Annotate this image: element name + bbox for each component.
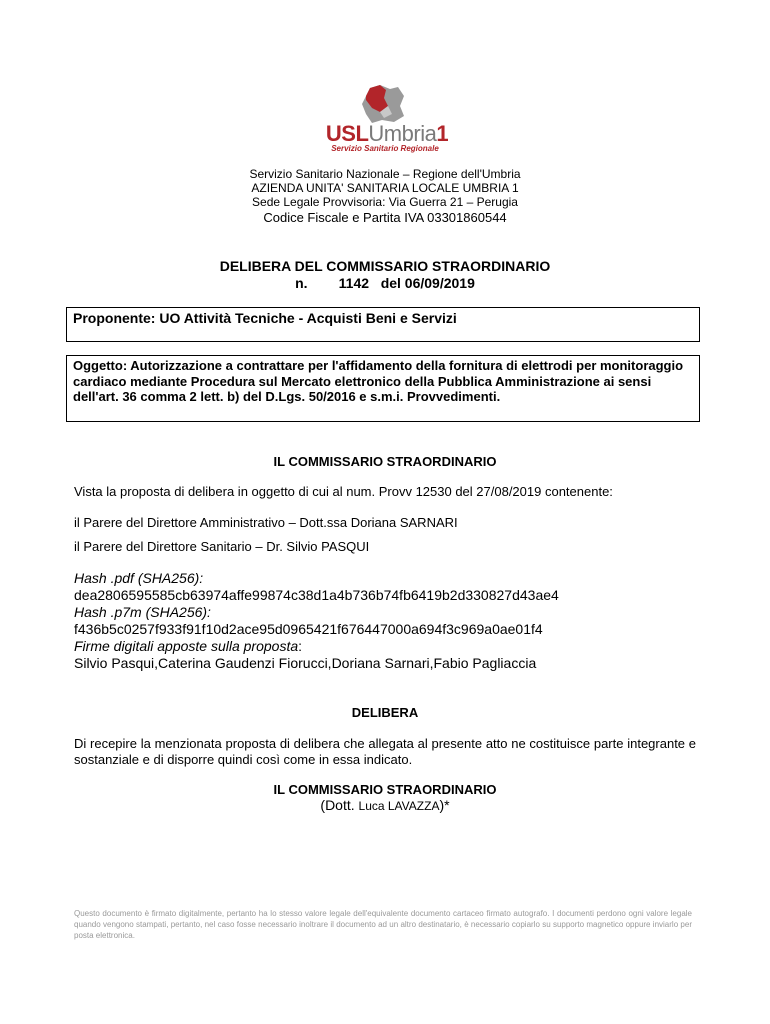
logo-one: 1 [436, 121, 449, 146]
header-line-3: Sede Legale Provvisoria: Via Guerra 21 – Perugia [252, 195, 518, 209]
hash-p7m-value: f436b5c0257f933f91f10d2ace95d0965421f676447000a694f3c969a0ae01f4 [74, 621, 543, 637]
parere-sanitario: il Parere del Direttore Sanitario – Dr. Silvio PASQUI [74, 539, 370, 554]
header-line-2: AZIENDA UNITA' SANITARIA LOCALE UMBRIA 1 [251, 181, 519, 195]
signature-name: Luca LAVAZZA [358, 799, 440, 813]
hash-pdf-label: Hash .pdf (SHA256): [74, 570, 204, 586]
parere-amministrativo: il Parere del Direttore Amministrativo – Dott.ssa Doriana SARNARI [74, 515, 458, 530]
signature-title: IL COMMISSARIO STRAORDINARIO [273, 782, 497, 797]
section-heading-commissario: IL COMMISSARIO STRAORDINARIO [273, 454, 497, 469]
hash-pdf-value: dea2806595585cb63974affe99874c38d1a4b736b74fb6419b2d330827d43ae4 [74, 587, 559, 603]
signature-prefix: (Dott. [320, 797, 359, 813]
firme-colon: : [298, 638, 303, 654]
delibera-title: DELIBERA DEL COMMISSARIO STRAORDINARIO [219, 258, 551, 274]
signature-suffix: )* [439, 797, 450, 813]
oggetto-box [66, 355, 700, 422]
vista-text: Vista la proposta di delibera in oggetto di cui al num. Provv 12530 del 27/08/2019 contenente: [74, 484, 613, 499]
delibera-heading: DELIBERA [351, 705, 419, 720]
hash-block [74, 570, 559, 672]
firme-value: Silvio Pasqui,Caterina Gaudenzi Fiorucci,Doriana Sarnari,Fabio Pagliaccia [74, 655, 537, 671]
delibera-text: Di recepire la menzionata proposta di delibera che allegata al presente atto ne costituisce parte integrante e sostanziale e di disporre quindi così come in essa indicato. [74, 736, 696, 767]
logo-wordmark [324, 122, 450, 146]
logo-subtitle: Servizio Sanitario Regionale [331, 144, 439, 153]
legal-footer-note: Questo documento è firmato digitalmente, pertanto ha lo stesso valore legale dell'equivalente documento cartaceo firmato autografo. I documenti perdono ogni valore legale quando vengono stampati, pertanto, nel caso fosse necessario inoltrare il documento ad un altro destinatario, è necessario copiarlo su supporto magnetico oppure inviarlo per posta elettronica. [74, 909, 692, 940]
oggetto-text: Oggetto: Autorizzazione a contrattare per l'affidamento della fornitura di elettrodi per monitoraggio cardiaco mediante Procedura sul Mercato elettronico della Pubblica Amministrazione ai sensi dell'art. 36 comma 2 lett. b) del D.Lgs. 50/2016 e s.m.i. Provvedimenti. [73, 358, 684, 404]
hash-p7m-label: Hash .p7m (SHA256): [74, 604, 211, 620]
firme-label-row [74, 638, 559, 655]
proponente-text: Proponente: UO Attività Tecniche - Acquisti Beni e Servizi [73, 310, 457, 326]
umbria-region-map-icon [360, 84, 406, 124]
logo-usl: USL [325, 121, 369, 146]
signature-name-row [0, 797, 770, 814]
delibera-number-date: n. 1142 del 06/09/2019 [295, 275, 475, 291]
logo-umbria: Umbria [368, 121, 437, 146]
firme-label: Firme digitali apposte sulla proposta [74, 638, 299, 654]
header-line-4: Codice Fiscale e Partita IVA 03301860544 [263, 210, 507, 225]
header-line-1: Servizio Sanitario Nazionale – Regione dell'Umbria [249, 167, 521, 181]
usl-umbria-logo [320, 84, 450, 156]
proponente-box [66, 307, 700, 342]
